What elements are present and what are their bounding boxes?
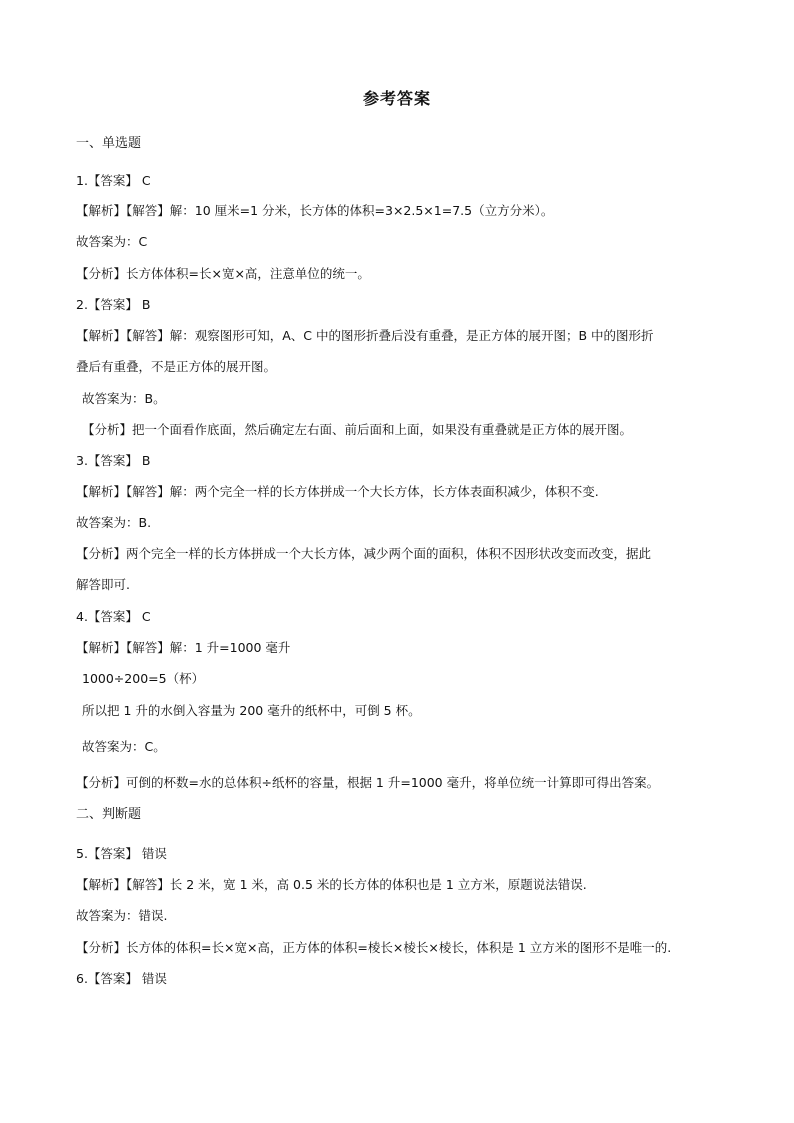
q1-note: 【分析】长方体体积=长×宽×高，注意单位的统一。 xyxy=(76,266,370,281)
q3-note-line1: 【分析】两个完全一样的长方体拼成一个大长方体，减少两个面的面积，体积不因形状改变而改变，据此 xyxy=(76,546,652,561)
q3-note-line2: 解答即可. xyxy=(76,577,130,592)
q1-answer: 1.【答案】 C xyxy=(76,173,151,188)
q2-analysis-line1: 【解析】【解答】解：观察图形可知，A、C 中的图形折叠后没有重叠，是正方体的展开图；B 中的图形折 xyxy=(76,328,654,343)
q4-conclusion: 所以把 1 升的水倒入容量为 200 毫升的纸杯中，可倒 5 杯。 xyxy=(82,703,421,718)
q3-analysis: 【解析】【解答】解：两个完全一样的长方体拼成一个大长方体，长方体表面积减少，体积不变. xyxy=(76,484,599,499)
q4-note: 【分析】可倒的杯数=水的总体积÷纸杯的容量，根据 1 升=1000 毫升，将单位统一计算即可得出答案。 xyxy=(76,775,660,790)
q5-answer: 5.【答案】 错误 xyxy=(76,846,167,861)
q4-analysis: 【解析】【解答】解：1 升=1000 毫升 xyxy=(76,640,291,655)
q2-answer: 2.【答案】 B xyxy=(76,297,151,312)
q2-note: 【分析】把一个面看作底面，然后确定左右面、前后面和上面，如果没有重叠就是正方体的展开图。 xyxy=(82,422,633,437)
q4-answer: 4.【答案】 C xyxy=(76,609,151,624)
q4-calculation: 1000÷200=5（杯） xyxy=(82,671,205,686)
q1-final: 故答案为：C xyxy=(76,234,148,249)
q5-analysis: 【解析】【解答】长 2 米，宽 1 米，高 0.5 米的长方体的体积也是 1 立方米，原题说法错误. xyxy=(76,877,587,892)
q3-final: 故答案为：B. xyxy=(76,515,152,530)
page-title: 参考答案 xyxy=(362,89,431,108)
section-heading-true-false: 二、判断题 xyxy=(76,807,142,822)
q5-note: 【分析】长方体的体积=长×宽×高，正方体的体积=棱长×棱长×棱长，体积是 1 立方米的图形不是唯一的. xyxy=(76,940,672,955)
q1-analysis: 【解析】【解答】解：10 厘米=1 分米，长方体的体积=3×2.5×1=7.5（立方分米）。 xyxy=(76,203,554,218)
q2-analysis-line2: 叠后有重叠，不是正方体的展开图。 xyxy=(76,359,277,374)
q5-final: 故答案为：错误. xyxy=(76,908,168,923)
q6-answer: 6.【答案】 错误 xyxy=(76,971,167,986)
section-heading-single-choice: 一、单选题 xyxy=(76,136,142,151)
q3-answer: 3.【答案】 B xyxy=(76,453,151,468)
q4-final: 故答案为：C。 xyxy=(82,739,166,754)
q2-final: 故答案为：B。 xyxy=(82,391,166,406)
